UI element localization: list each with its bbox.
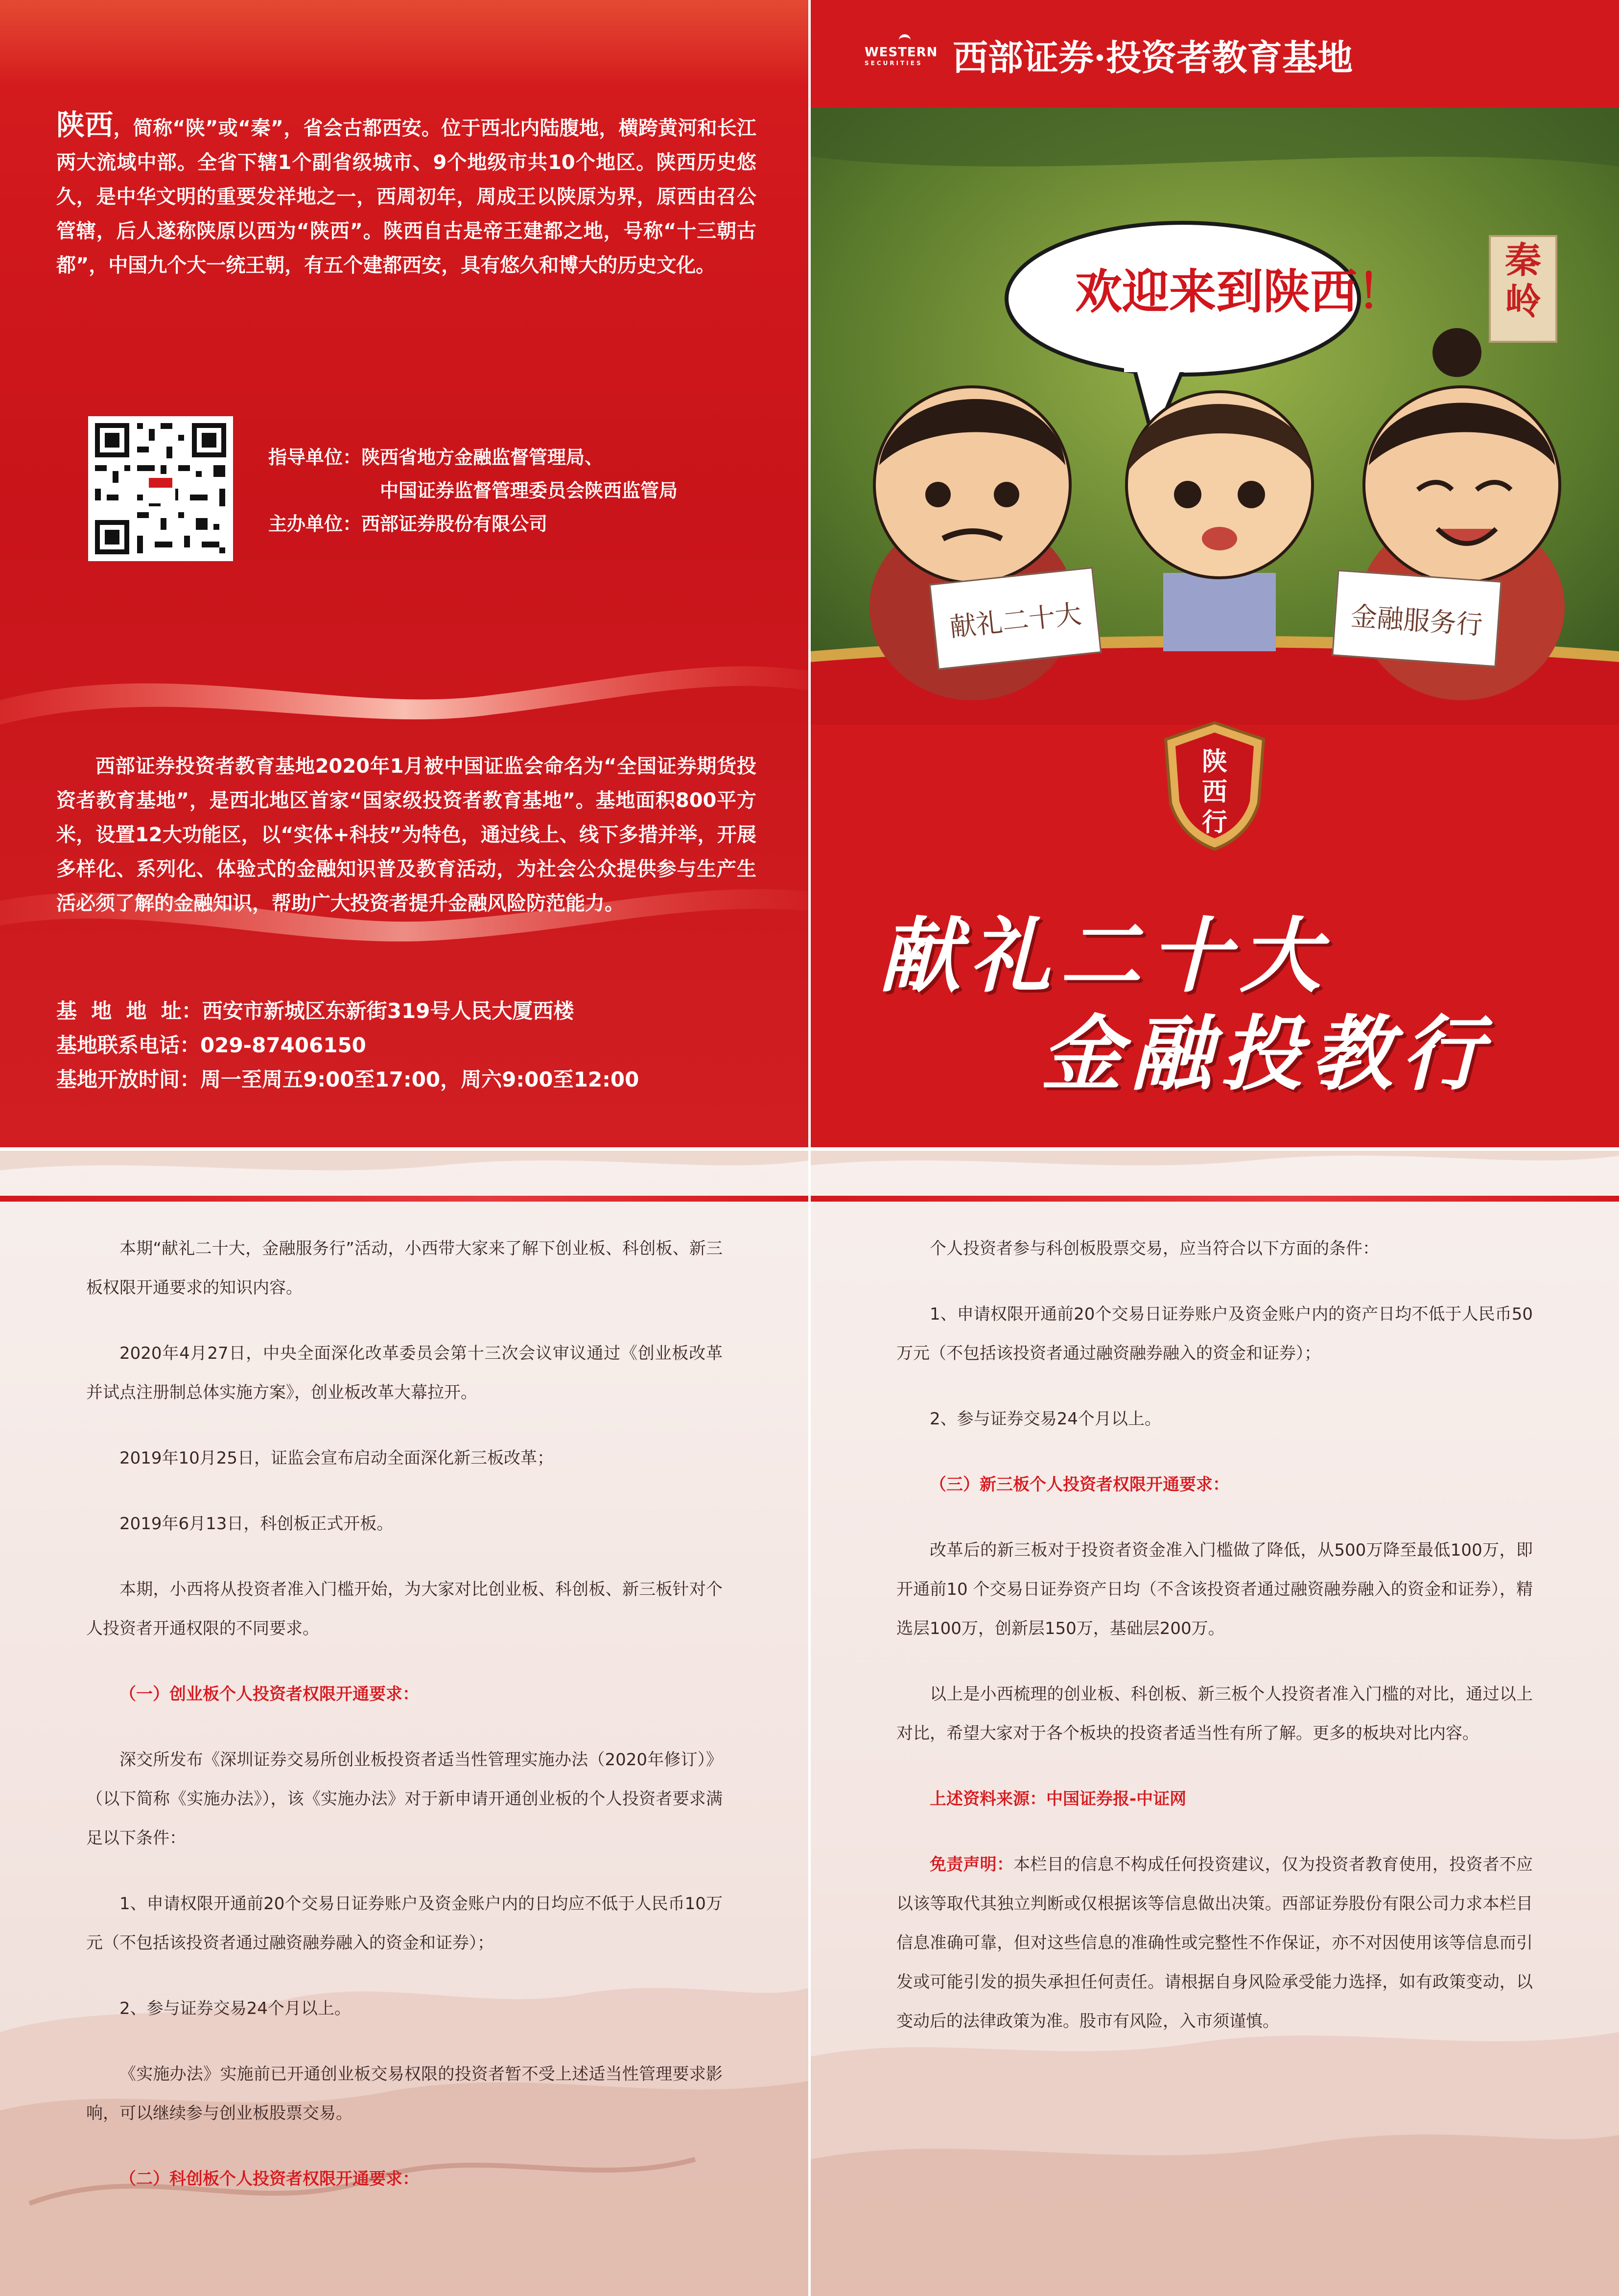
base-hours: 基地开放时间：周一至周五9:00至17:00，周六9:00至12:00 — [56, 1067, 639, 1091]
section-heading-gem: （一）创业板个人投资者权限开通要求： — [119, 1684, 419, 1704]
red-accent-line — [0, 1196, 808, 1202]
host-unit: 西部证券股份有限公司 — [361, 513, 548, 535]
sparkle-decoration — [0, 0, 808, 88]
paragraph: 个人投资者参与科创板股票交易，应当符合以下方面的条件： — [930, 1239, 1379, 1258]
qinling-stele: 秦岭 — [1489, 235, 1557, 343]
host-label: 主办单位： — [268, 513, 362, 535]
base-intro-text: 西部证券投资者教育基地2020年1月被中国证监会命名为“全国证券期货投资者教育基地”，是西北地区首家“国家级投资者教育基地”。基地面积800平方米，设置12大功能区，以“实体+科技”为特色，通过线上、线下多措并举，开展多样化、系列化、体验式的金融知识普及教育活动，为社会公众提供参与生产生活必须了解的金融知识，帮助广大投资者提升金融风险防范能力。 — [56, 755, 756, 915]
cover-title-line-2: 金融投教行 — [1041, 1006, 1491, 1102]
welcome-bubble-text: 欢迎来到陕西！ — [1075, 264, 1404, 319]
guide-unit-2: 中国证券监督管理委员会陕西监管局 — [380, 480, 678, 501]
paragraph: 2019年10月25日，证监会宣布启动全面深化新三板改革； — [119, 1448, 554, 1468]
base-address: 基 地 地 址：西安市新城区东新街319号人民大厦西楼 — [56, 999, 574, 1023]
qr-code[interactable] — [88, 416, 233, 561]
shaanxi-description: ，简称“陕”或“秦”，省会古都西安。位于西北内陆腹地，横跨黄河和长江两大流域中部。全省下辖1个副省级城市、9个地级市共10个地区。陕西历史悠久，是中华文明的重要发祥地之一，西周初年，周成王以陕原为界，原西由召公管辖，后人遂称陕原以西为“陕西”。陕西自古是帝王建都之地，号称“十三朝古都”，中国九个大一统王朝，有五个建都西安，具有悠久和博大的历史文化。 — [56, 117, 756, 277]
sign-left: 献礼二十大 — [929, 567, 1102, 670]
brand-header — [811, 0, 1619, 108]
paragraph: 以上是小西梳理的创业板、科创板、新三板个人投资者准入门槛的对比，通过以上对比，希望大家对于各个板块的投资者适当性有所了解。更多的板块对比内容。 — [896, 1684, 1533, 1743]
base-phone: 基地联系电话：029-87406150 — [56, 1033, 366, 1057]
article-text-part-2 — [896, 1229, 1533, 2067]
logo-text: WESTERN — [865, 45, 938, 60]
panel-shaanxi-intro — [0, 0, 808, 1147]
paragraph: 2020年4月27日，中央全面深化改革委员会第十三次会议审议通过《创业板改革并试点注册制总体实施方案》，创业板改革大幕拉开。 — [86, 1344, 723, 1402]
panel-article-part-2 — [811, 1151, 1619, 2296]
panel-cover — [811, 0, 1619, 1147]
badge-text: 陕西行 — [1201, 747, 1227, 837]
paragraph: 2、参与证券交易24个月以上。 — [930, 1409, 1161, 1429]
paragraph: 本期“献礼二十大，金融服务行”活动，小西带大家来了解下创业板、科创板、新三板权限开通要求的知识内容。 — [86, 1239, 723, 1298]
paragraph: 改革后的新三板对于投资者资金准入门槛做了降低，从500万降至最低100万，即开通前10 个交易日证券资产日均（不含该投资者通过融资融券融入的资金和证券），精选层100万，创新层150万，基础层200万。 — [896, 1540, 1533, 1638]
shaanxi-lead: 陕西 — [56, 108, 114, 142]
paragraph: 1、申请权限开通前20个交易日证券账户及资金账户内的日均应不低于人民币10万元（不包括该投资者通过融资融券融入的资金和证券）； — [86, 1894, 723, 1953]
section-heading-star: （二）科创板个人投资者权限开通要求： — [119, 2169, 419, 2189]
organizer-info — [268, 441, 678, 541]
logo-subtext: SECURITIES — [865, 60, 923, 67]
paragraph: 《实施办法》实施前已开通创业板交易权限的投资者暂不受上述适当性管理要求影响，可以继续参与创业板股票交易。 — [86, 2064, 723, 2123]
disclaimer — [896, 1845, 1533, 2041]
article-text-part-1 — [86, 1229, 723, 2225]
brand-title: 西部证券·投资者教育基地 — [953, 37, 1353, 78]
shaanxi-intro-text — [56, 108, 756, 283]
source-note: 上述资料来源：中国证券报-中证网 — [930, 1789, 1187, 1809]
disclaimer-text: 本栏目的信息不构成任何投资建议，仅为投资者教育使用，投资者不应以该等取代其独立判断或仅根据该等信息做出决策。西部证券股份有限公司力求本栏目信息准确可靠，但对这些信息的准确性或完整性不作保证，亦不对因使用该等信息而引发或可能引发的损失承担任何责任。请根据自身风险承受能力选择，如有政策变动，以变动后的法律政策为准。股市有风险，入市须谨慎。 — [896, 1855, 1533, 2031]
section-heading-neeq: （三）新三板个人投资者权限开通要求： — [930, 1475, 1229, 1494]
panel-article-part-1 — [0, 1151, 808, 2296]
paragraph: 1、申请权限开通前20个交易日证券账户及资金账户内的资产日均不低于人民币50万元（不包括该投资者通过融资融券融入的资金和证券）； — [896, 1304, 1533, 1363]
paragraph: 本期，小西将从投资者准入门槛开始，为大家对比创业板、科创板、新三板针对个人投资者开通权限的不同要求。 — [86, 1580, 723, 1638]
contact-info — [56, 994, 639, 1097]
cover-title-line-1: 献礼二十大 — [879, 908, 1330, 1004]
guide-unit-1: 陕西省地方金融监督管理局、 — [361, 447, 604, 468]
sign-right: 金融服务行 — [1332, 569, 1502, 667]
western-securities-logo — [865, 34, 948, 69]
paragraph: 2019年6月13日，科创板正式开板。 — [119, 1514, 394, 1534]
red-accent-line — [811, 1196, 1619, 1202]
paragraph: 2、参与证券交易24个月以上。 — [119, 1999, 351, 2018]
guide-label: 指导单位： — [268, 447, 362, 468]
disclaimer-label: 免责声明： — [930, 1855, 1014, 1874]
paragraph: 深交所发布《深圳证券交易所创业板投资者适当性管理实施办法（2020年修订）》（以下简称《实施办法》），该《实施办法》对于新申请开通创业板的个人投资者要求满足以下条件： — [86, 1750, 723, 1848]
